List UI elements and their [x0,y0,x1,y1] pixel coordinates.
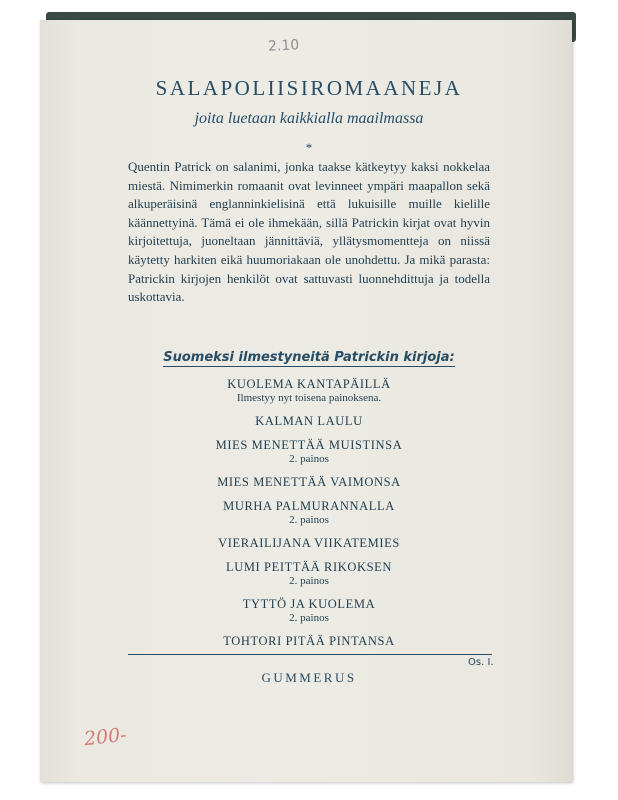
book-title: MIES MENETTÄÄ VAIMONSA [217,475,401,489]
cover-title: SALAPOLIISIROMAANEJA [155,76,463,100]
book-edition-note: 2. painos [289,612,329,624]
book-item [0,596,618,625]
book-title: KALMAN LAULU [255,414,363,428]
book-item [0,376,618,405]
book-title: KUOLEMA KANTAPÄILLÄ [227,377,391,391]
book-title: TOHTORI PITÄÄ PINTANSA [223,634,395,648]
separator-star: * [305,140,313,155]
book-item [0,437,618,466]
book-title: LUMI PEITTÄÄ RIKOKSEN [225,560,393,574]
publisher-name: GUMMERUS [261,670,357,685]
book-title: TYTTÖ JA KUOLEMA [242,597,376,611]
book-item [0,633,618,649]
book-list [0,376,618,657]
book-edition-note: 2. painos [289,575,329,587]
pencil-price-mark: 200- [82,723,128,751]
book-edition-note: Ilmestyy nyt toisena painoksena. [236,392,382,404]
divider-rule [128,654,492,655]
cover-subtitle: joita luetaan kaikkialla maailmassa [194,110,424,127]
book-item [0,498,618,527]
book-list-heading [0,350,618,365]
pencil-price-note: 2.10 [267,37,300,55]
book-item [0,474,618,490]
book-item [0,559,618,588]
book-item [0,535,618,551]
book-title: MIES MENETTÄÄ MUISTINSA [215,438,403,452]
book-list-heading-text: Suomeksi ilmestyneitä Patrickin kirjoja: [163,350,455,365]
book-edition-note: 2. painos [289,514,329,526]
book-item [0,413,618,429]
blurb-text: Quentin Patrick on salanimi, jonka taakse kätkeytyy kaksi nokkelaa miestä. Nimimerkin romaanit ovat levinneet ympäri maapallon sekä alkuperäisinä englanninkielisinä että lukuisille muille kielille käännettyinä. Tämä ei ole ihmekään, sillä Patrickin kirjat ovat hyvin kirjoitettuja, juoneltaan jännittäviä, yllätysmomentteja on niissä käytetty harkiten eikä huumoriakaan ole unohdettu. Ja mikä parasta: Patrickin kirjojen henkilöt ovat sattuvasti luonnehdittuja ja todella uskottavia. [128,159,490,305]
book-title: VIERAILIJANA VIIKATEMIES [218,536,400,550]
series-mark: Os. I. [468,657,494,668]
book-title: MURHA PALMURANNALLA [223,499,395,513]
book-edition-note: 2. painos [289,453,329,465]
